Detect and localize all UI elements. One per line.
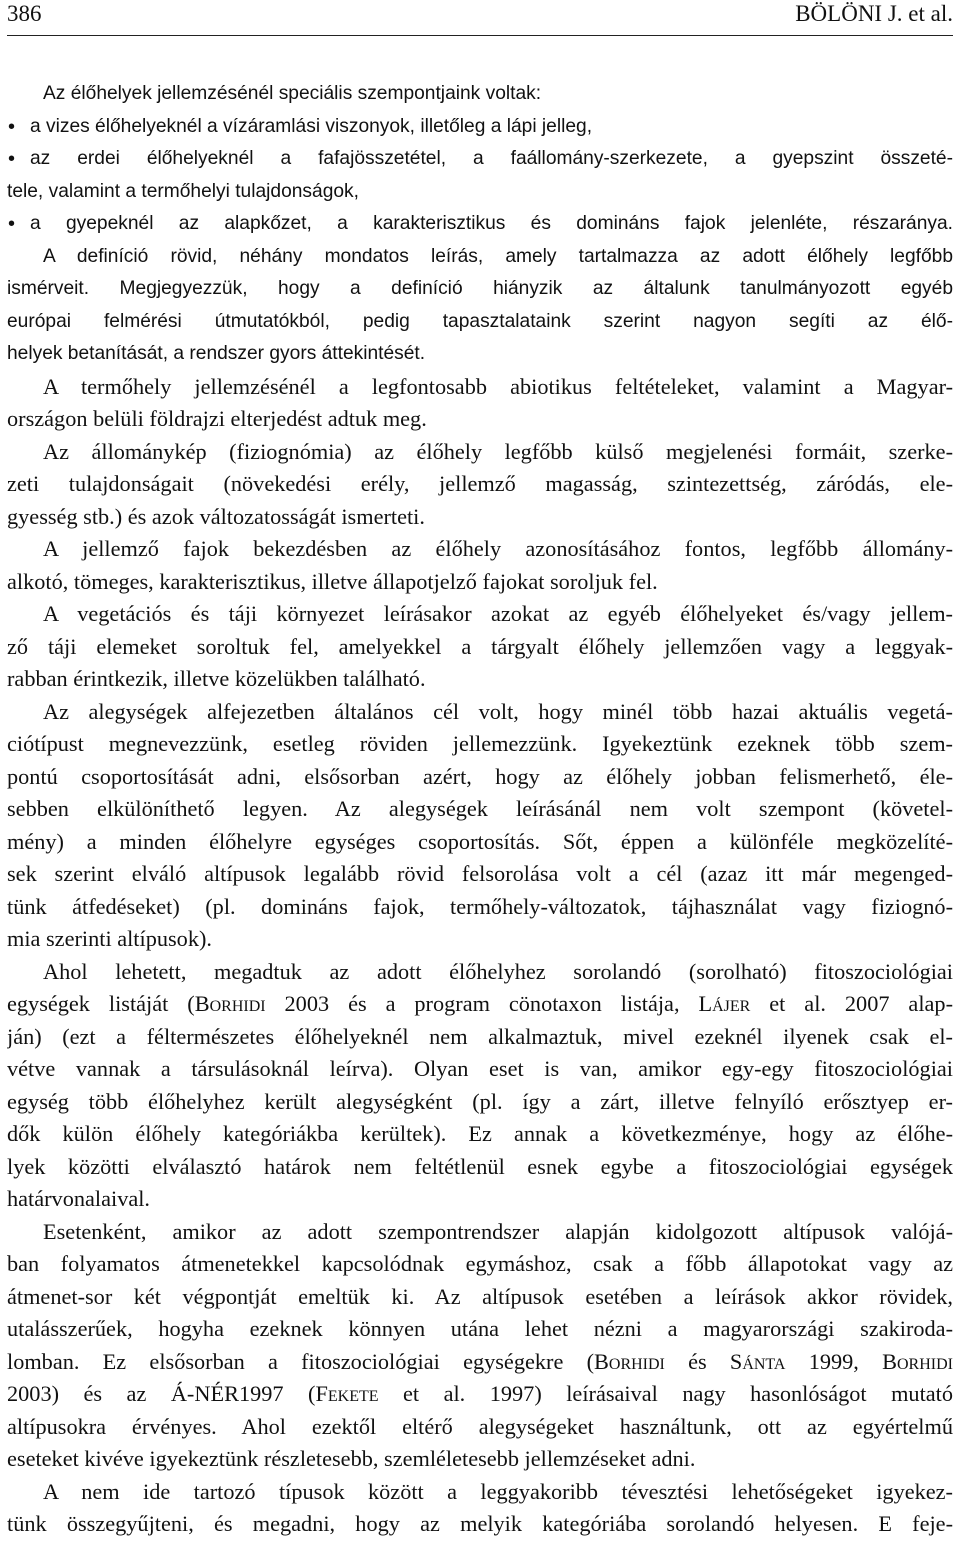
text-line bbox=[7, 273, 953, 306]
text-line bbox=[7, 696, 953, 729]
text-line bbox=[7, 1443, 953, 1476]
text-line bbox=[7, 371, 953, 404]
author-citation: Lájer bbox=[698, 991, 751, 1016]
text-segment: utalásszerűek, hogyha ezeknek könnyen utána lehet nézni a magyarországi szakiroda- bbox=[7, 1316, 953, 1341]
text-line bbox=[7, 1118, 953, 1151]
text-segment: A vegetációs és táji környezet leírásakor azokat az egyéb élőhelyeket és/vagy jellem- bbox=[43, 601, 953, 626]
text-segment: tele, valamint a termőhelyi tulajdonságok, bbox=[7, 180, 359, 202]
text-segment: vétve vannak a társulásoknál leírva). Olyan eset is van, amikor egy-egy fitoszociológiai bbox=[7, 1056, 953, 1081]
text-segment: altípusokra érvényes. Ahol ezektől eltérő alegységeket használtunk, ott az egyértelmű bbox=[7, 1413, 953, 1439]
text-segment: mény) a minden élőhelyre egységes csoportosítás. Sőt, éppen a különféle megközelíté- bbox=[7, 828, 953, 854]
text-line bbox=[7, 728, 953, 761]
text-segment: egység több élőhelyhez került alegységként (pl. így a zárt, illetve felnyíló erősztyep er- bbox=[7, 1088, 953, 1114]
author-name: BÖLÖNI bbox=[795, 1, 883, 26]
text-segment: A jellemző fajok bekezdésben az élőhely azonosításához fontos, legfőbb állomány- bbox=[43, 536, 953, 561]
text-segment: et al. 2007 alap- bbox=[750, 991, 953, 1016]
text-line bbox=[7, 403, 953, 436]
text-line bbox=[7, 241, 953, 274]
text-segment: a gyepeknél az alapkőzet, a karakterisztikus és domináns fajok jelenléte, részaránya. bbox=[30, 213, 953, 234]
text-segment: ján) (ezt a féltermészetes élőhelyeknél nem alkalmaztuk, mivel ezeknél ilyenek csak el- bbox=[7, 1023, 953, 1049]
text-segment: A nem ide tartozó típusok között a leggyakoribb tévesztési lehetőségeket igyekez- bbox=[43, 1478, 953, 1504]
author-citation: Fekete bbox=[315, 1381, 379, 1406]
text-line bbox=[7, 826, 953, 859]
text-line bbox=[7, 111, 953, 144]
text-line bbox=[7, 891, 953, 924]
body-text bbox=[7, 78, 953, 1541]
text-segment: Az állománykép (fiziognómia) az élőhely legfőbb külső megjelenési formáit, szerke- bbox=[43, 438, 953, 464]
text-line bbox=[7, 533, 953, 566]
text-segment: Az alegységek alfejezetben általános cél volt, hogy minél több hazai aktuális vegetá- bbox=[43, 698, 953, 724]
text-segment: és bbox=[664, 1348, 730, 1374]
text-segment: pontú csoportosítását adni, elsősorban azért, hogy az élőhely jobban felismerhető, éle- bbox=[7, 763, 953, 789]
page-header bbox=[7, 0, 953, 36]
text-segment: 2003) és az Á-NÉR1997 ( bbox=[7, 1381, 316, 1406]
text-line bbox=[7, 858, 953, 891]
text-line bbox=[7, 598, 953, 631]
text-segment: lomban. Ez elsősorban a fitoszociológiai egységekre ( bbox=[7, 1348, 595, 1374]
text-segment: Esetenként, amikor az adott szempontrendszer alapján kidolgozott altípusok valójá- bbox=[43, 1218, 953, 1244]
text-segment: rabban érintkezik, illetve közelükben található. bbox=[7, 666, 426, 691]
author-citation: Borhidi bbox=[594, 1348, 665, 1374]
header-rule bbox=[7, 35, 953, 36]
text-line bbox=[7, 306, 953, 339]
author-citation: Sánta bbox=[729, 1348, 786, 1374]
text-line bbox=[7, 436, 953, 469]
text-line bbox=[7, 1086, 953, 1119]
text-segment: zeti tulajdonságait (növekedési erély, jellemző magasság, szintezettség, záródás, ele- bbox=[7, 471, 953, 496]
text-line bbox=[7, 566, 953, 599]
bullet-icon: • bbox=[8, 213, 16, 235]
text-line bbox=[7, 1053, 953, 1086]
page-number: 386 bbox=[7, 1, 42, 26]
text-segment: Az élőhelyek jellemzésénél speciális szempontjaink voltak: bbox=[43, 83, 542, 104]
text-segment: sek szerint elváló altípusok legalább rövid felsorolása volt a cél (azaz itt már megenged- bbox=[7, 861, 953, 886]
text-line bbox=[7, 176, 953, 209]
text-line bbox=[7, 1183, 953, 1216]
text-line bbox=[7, 208, 953, 241]
text-segment: Ahol lehetett, megadtuk az adott élőhelyhez sorolandó (sorolható) fitoszociológiai bbox=[43, 958, 953, 984]
text-line bbox=[7, 1216, 953, 1249]
text-segment: határvonalaival. bbox=[7, 1186, 151, 1211]
text-segment: országon belüli földrajzi elterjedést adtuk meg. bbox=[7, 406, 427, 431]
text-line bbox=[7, 663, 953, 696]
text-segment: európai felmérési útmutatókból, pedig tapasztalataink szerint nagyon segíti az élő- bbox=[7, 310, 953, 332]
text-segment: dők külön élőhely kategóriákba kerültek). Ez annak a következménye, hogy az élőhe- bbox=[7, 1121, 953, 1146]
text-line bbox=[7, 956, 953, 989]
author-suffix: J. et al. bbox=[882, 1, 953, 26]
text-line bbox=[7, 1151, 953, 1184]
text-segment: ző táji elemeket soroltuk fel, amelyekkel a tárgyalt élőhely jellemzően vagy a leggyak- bbox=[7, 633, 953, 659]
text-line bbox=[7, 1281, 953, 1314]
text-segment: ban folyamatos átmenetekkel kapcsolódnak egymáshoz, csak a főbb állapotokat vagy az bbox=[7, 1251, 953, 1276]
text-segment: 1999, bbox=[785, 1348, 883, 1374]
text-line bbox=[7, 1313, 953, 1346]
text-line bbox=[7, 988, 953, 1021]
text-line bbox=[7, 1346, 953, 1379]
text-line bbox=[7, 761, 953, 794]
text-segment: A definíció rövid, néhány mondatos leírás, amely tartalmazza az adott élőhely legfőbb bbox=[43, 245, 953, 267]
text-segment: tünk összegyűjteni, és megadni, hogy az melyik kategóriába sorolandó helyesen. E feje- bbox=[7, 1511, 953, 1536]
text-line bbox=[7, 338, 953, 371]
text-line bbox=[7, 1411, 953, 1444]
running-head bbox=[795, 0, 953, 28]
text-line bbox=[7, 1021, 953, 1054]
text-segment: alkotó, tömeges, karakterisztikus, illetve állapotjelző fajokat soroljuk fel. bbox=[7, 568, 658, 594]
text-segment: tünk átfedéseket) (pl. domináns fajok, termőhely-változatok, tájhasználat vagy fiziognó- bbox=[7, 893, 953, 919]
text-segment: helyek betanítását, a rendszer gyors áttekintését. bbox=[7, 343, 426, 364]
text-segment: átmenet-sor két végpontját emeltük ki. Az altípusok esetében a leírások akkor rövidek, bbox=[7, 1283, 953, 1309]
text-segment: egységek listáját ( bbox=[7, 991, 195, 1016]
text-line bbox=[7, 793, 953, 826]
author-citation: Borhidi bbox=[194, 991, 266, 1016]
text-segment: a vizes élőhelyeknél a vízáramlási viszonyok, illetőleg a lápi jelleg, bbox=[30, 115, 593, 137]
text-segment: lyek közötti elválasztó határok nem feltétlenül esnek egybe a fitoszociológiai egységek bbox=[7, 1153, 953, 1179]
bullet-icon: • bbox=[8, 115, 16, 138]
text-segment: mia szerinti altípusok). bbox=[7, 926, 212, 951]
text-segment: sebben elkülöníthető legyen. Az alegységek leírásánál nem volt szempont (követel- bbox=[7, 796, 953, 821]
author-citation: Borhidi bbox=[882, 1348, 953, 1374]
bullet-icon: • bbox=[8, 148, 16, 170]
text-segment: ismérveit. Megjegyezzük, hogy a definíció hiányzik az általunk tanulmányozott egyéb bbox=[7, 278, 953, 299]
text-segment: az erdei élőhelyeknél a fafajösszetétel, a faállomány-szerkezete, a gyepszint összeté- bbox=[30, 148, 953, 169]
text-segment: A termőhely jellemzésénél a legfontosabb abiotikus feltételeket, valamint a Magyar- bbox=[43, 373, 953, 399]
text-line bbox=[7, 1248, 953, 1281]
text-segment: 2003 és a program cönotaxon listája, bbox=[265, 991, 699, 1016]
text-segment: ciótípust megnevezzünk, esetleg röviden jellemezzünk. Igyekeztünk ezeknek több szem- bbox=[7, 731, 953, 756]
text-line bbox=[7, 1378, 953, 1411]
text-segment: et al. 1997) leírásaival nagy hasonlóságot mutató bbox=[378, 1381, 953, 1406]
text-segment: eseteket kivéve igyekeztünk részletesebb, szemléletesebb jellemzéseket adni. bbox=[7, 1446, 696, 1471]
text-line bbox=[7, 1476, 953, 1509]
text-line bbox=[7, 631, 953, 664]
text-line bbox=[7, 501, 953, 534]
text-line bbox=[7, 143, 953, 176]
text-line bbox=[7, 78, 953, 111]
text-segment: gyesség stb.) és azok változatosságát ismerteti. bbox=[7, 503, 425, 529]
text-line bbox=[7, 923, 953, 956]
text-line bbox=[7, 468, 953, 501]
text-line bbox=[7, 1508, 953, 1541]
